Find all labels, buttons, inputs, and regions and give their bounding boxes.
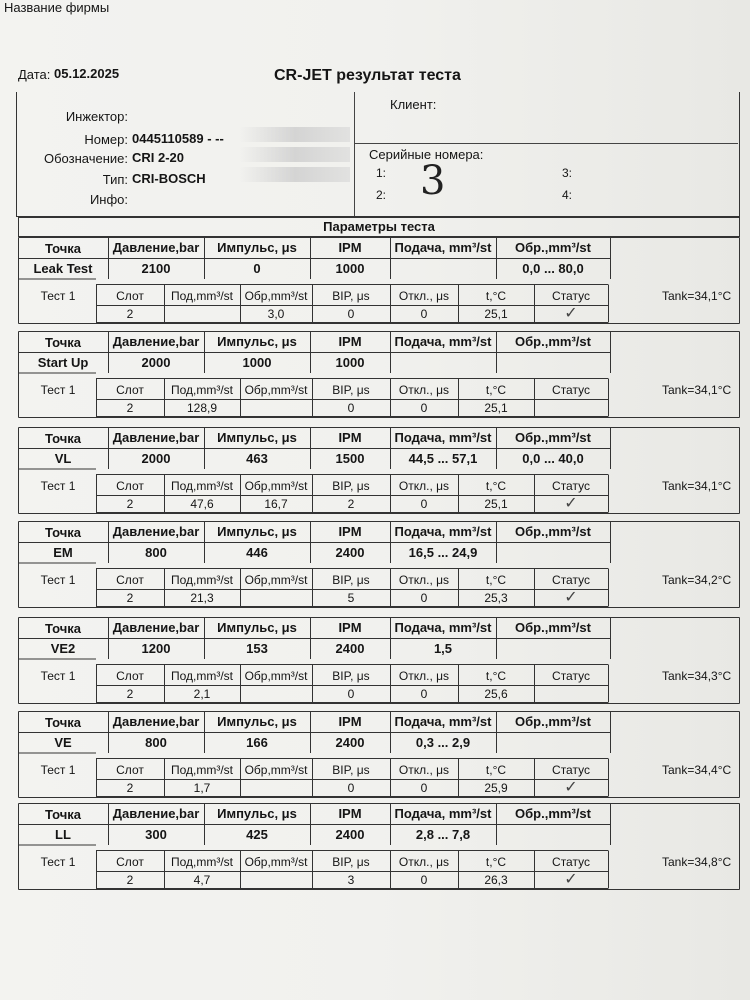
sub-header-backflow: Обр,mm³/st <box>244 763 308 777</box>
tank-temperature: Tank=34,3°C <box>662 669 732 683</box>
test-label: Тест 1 <box>40 383 76 397</box>
bip-value: 0 <box>347 687 355 701</box>
col-header-delivery: Подача, mm³/st <box>394 524 492 539</box>
test-block <box>18 711 740 798</box>
sub-header-deviation: Откл., μs <box>398 855 450 869</box>
sub-header-status: Статус <box>552 763 590 777</box>
backflow-range: 0,0 ... 40,0 <box>522 451 584 466</box>
sub-header-slot: Слот <box>116 289 144 303</box>
sub-header-temp: t,°C <box>485 573 507 587</box>
sub-header-bip: BIP, μs <box>332 855 370 869</box>
sub-header-status: Статус <box>552 855 590 869</box>
sub-header-slot: Слот <box>116 573 144 587</box>
delivery-value: 1,7 <box>193 781 211 795</box>
pressure-value: 1200 <box>141 641 171 656</box>
sub-header-status: Статус <box>552 289 590 303</box>
point-name: Start Up <box>37 355 89 370</box>
sub-header-delivery: Под,mm³/st <box>170 669 234 683</box>
params-title: Параметры теста <box>18 217 740 237</box>
slot-value: 2 <box>126 873 134 887</box>
sub-header-status: Статус <box>552 573 590 587</box>
col-header-delivery: Подача, mm³/st <box>394 620 492 635</box>
serial-3-label: 3: <box>562 166 573 180</box>
info-label: Инфо: <box>89 192 128 207</box>
sub-header-deviation: Откл., μs <box>398 383 450 397</box>
sub-header-status: Статус <box>552 669 590 683</box>
sub-header-slot: Слот <box>116 669 144 683</box>
col-header-pressure: Давление,bar <box>112 714 200 729</box>
serial-2-label: 2: <box>376 188 387 202</box>
status-check-icon: ✓ <box>564 305 578 322</box>
number-label: Номер: <box>84 132 128 147</box>
col-header-point: Точка <box>44 241 82 256</box>
col-header-backflow: Обр.,mm³/st <box>515 714 591 729</box>
sub-header-deviation: Откл., μs <box>398 763 450 777</box>
pressure-value: 800 <box>145 545 167 560</box>
status-check-icon: ✓ <box>564 871 578 888</box>
delivery-value: 21,3 <box>190 591 214 605</box>
delivery-range: 16,5 ... 24,9 <box>408 545 478 560</box>
deviation-value: 0 <box>420 781 428 795</box>
sub-header-slot: Слот <box>116 855 144 869</box>
pulse-value: 425 <box>246 827 268 842</box>
slot-value: 2 <box>126 497 134 511</box>
sub-header-delivery: Под,mm³/st <box>170 763 234 777</box>
col-header-pressure: Давление,bar <box>112 806 200 821</box>
sub-header-bip: BIP, μs <box>332 763 370 777</box>
point-name: VE2 <box>50 641 76 656</box>
pulse-value: 1000 <box>242 355 272 370</box>
sub-header-temp: t,°C <box>485 289 507 303</box>
ipm-value: 1000 <box>335 355 365 370</box>
sub-header-temp: t,°C <box>485 383 507 397</box>
injector-label: Инжектор: <box>65 109 128 124</box>
col-header-ipm: IPM <box>338 524 362 539</box>
sub-header-bip: BIP, μs <box>332 479 370 493</box>
pulse-value: 166 <box>246 735 268 750</box>
pressure-value: 300 <box>145 827 167 842</box>
status-check-icon: ✓ <box>564 779 578 796</box>
sub-header-deviation: Откл., μs <box>398 289 450 303</box>
ipm-value: 2400 <box>335 735 365 750</box>
temp-value: 25,1 <box>484 307 508 321</box>
test-block <box>18 237 740 324</box>
client-divider <box>355 143 738 144</box>
pressure-value: 2000 <box>141 451 171 466</box>
temp-value: 26,3 <box>484 873 508 887</box>
col-header-delivery: Подача, mm³/st <box>394 334 492 349</box>
number-value: 0445110589 - -- <box>132 131 224 146</box>
sub-header-delivery: Под,mm³/st <box>170 573 234 587</box>
serial-1-label: 1: <box>376 166 387 180</box>
test-label: Тест 1 <box>40 669 76 683</box>
delivery-value: 2,1 <box>193 687 211 701</box>
sub-header-backflow: Обр,mm³/st <box>244 669 308 683</box>
slot-value: 2 <box>126 591 134 605</box>
slot-value: 2 <box>126 781 134 795</box>
sub-header-backflow: Обр,mm³/st <box>244 479 308 493</box>
col-header-point: Точка <box>44 807 82 822</box>
sub-header-temp: t,°C <box>485 479 507 493</box>
date-value: 05.12.2025 <box>54 66 120 81</box>
sub-header-status: Статус <box>552 383 590 397</box>
sub-header-slot: Слот <box>116 479 144 493</box>
col-header-ipm: IPM <box>338 430 362 445</box>
pressure-value: 2000 <box>141 355 171 370</box>
sub-header-temp: t,°C <box>485 855 507 869</box>
test-block <box>18 521 740 608</box>
sub-header-temp: t,°C <box>485 669 507 683</box>
ipm-value: 1500 <box>335 451 365 466</box>
col-header-point: Точка <box>44 525 82 540</box>
pressure-value: 800 <box>145 735 167 750</box>
serials-label: Серийные номера: <box>369 147 484 162</box>
sub-header-deviation: Откл., μs <box>398 479 450 493</box>
sub-header-slot: Слот <box>116 383 144 397</box>
col-header-delivery: Подача, mm³/st <box>394 240 492 255</box>
sub-header-backflow: Обр,mm³/st <box>244 855 308 869</box>
sub-header-temp: t,°C <box>485 763 507 777</box>
pulse-value: 0 <box>253 261 261 276</box>
col-header-ipm: IPM <box>338 334 362 349</box>
col-header-pulse: Импульс, μs <box>217 524 297 539</box>
point-name: LL <box>55 827 71 842</box>
col-header-delivery: Подача, mm³/st <box>394 714 492 729</box>
handwritten-serial-mark: 3 <box>420 158 446 204</box>
tank-temperature: Tank=34,2°C <box>662 573 732 587</box>
tank-temperature: Tank=34,1°C <box>662 289 732 303</box>
col-header-backflow: Обр.,mm³/st <box>515 334 591 349</box>
deviation-value: 0 <box>420 401 428 415</box>
client-label: Клиент: <box>390 97 437 112</box>
redaction-shade <box>240 127 350 142</box>
col-header-ipm: IPM <box>338 714 362 729</box>
tank-temperature: Tank=34,4°C <box>662 763 732 777</box>
delivery-value: 47,6 <box>190 497 214 511</box>
status-check-icon: ✓ <box>564 589 578 606</box>
pulse-value: 153 <box>246 641 268 656</box>
deviation-value: 0 <box>420 687 428 701</box>
temp-value: 25,1 <box>484 401 508 415</box>
backflow-range: 0,0 ... 80,0 <box>522 261 584 276</box>
pulse-value: 446 <box>246 545 268 560</box>
delivery-range: 1,5 <box>433 641 453 656</box>
temp-value: 25,6 <box>484 687 508 701</box>
designation-label: Обозначение: <box>43 151 128 166</box>
col-header-point: Точка <box>44 621 82 636</box>
bip-value: 3 <box>347 873 355 887</box>
test-block <box>18 427 740 514</box>
bip-value: 5 <box>347 591 355 605</box>
delivery-range: 44,5 ... 57,1 <box>408 451 478 466</box>
report-title: CR-JET результат теста <box>274 67 461 84</box>
sub-header-delivery: Под,mm³/st <box>170 289 234 303</box>
bip-value: 0 <box>347 781 355 795</box>
sub-header-bip: BIP, μs <box>332 669 370 683</box>
point-name: VE <box>54 735 72 750</box>
type-value: CRI-BOSCH <box>132 171 206 186</box>
point-name: EM <box>53 545 73 560</box>
test-block <box>18 617 740 704</box>
delivery-range: 2,8 ... 7,8 <box>415 827 471 842</box>
delivery-value: 4,7 <box>193 873 211 887</box>
col-header-pressure: Давление,bar <box>112 240 200 255</box>
tank-temperature: Tank=34,8°C <box>662 855 732 869</box>
sub-header-deviation: Откл., μs <box>398 573 450 587</box>
sub-header-status: Статус <box>552 479 590 493</box>
test-label: Тест 1 <box>40 479 76 493</box>
status-check-icon: ✓ <box>564 495 578 512</box>
sub-header-bip: BIP, μs <box>332 289 370 303</box>
backflow-value: 3,0 <box>267 307 285 321</box>
test-block <box>18 803 740 890</box>
deviation-value: 0 <box>420 307 428 321</box>
col-header-backflow: Обр.,mm³/st <box>515 524 591 539</box>
col-header-ipm: IPM <box>338 240 362 255</box>
col-header-ipm: IPM <box>338 620 362 635</box>
temp-value: 25,3 <box>484 591 508 605</box>
deviation-value: 0 <box>420 591 428 605</box>
info-divider <box>354 92 355 216</box>
ipm-value: 1000 <box>335 261 365 276</box>
date-label: Дата: <box>18 67 51 82</box>
deviation-value: 0 <box>420 497 428 511</box>
col-header-backflow: Обр.,mm³/st <box>515 430 591 445</box>
col-header-point: Точка <box>44 335 82 350</box>
pressure-value: 2100 <box>141 261 171 276</box>
sub-header-deviation: Откл., μs <box>398 669 450 683</box>
redaction-shade <box>240 147 350 162</box>
test-block <box>18 331 740 418</box>
pulse-value: 463 <box>246 451 268 466</box>
col-header-ipm: IPM <box>338 806 362 821</box>
col-header-point: Точка <box>44 431 82 446</box>
bip-value: 0 <box>347 307 355 321</box>
col-header-pulse: Импульс, μs <box>217 430 297 445</box>
col-header-delivery: Подача, mm³/st <box>394 430 492 445</box>
col-header-backflow: Обр.,mm³/st <box>515 620 591 635</box>
col-header-pressure: Давление,bar <box>112 524 200 539</box>
deviation-value: 0 <box>420 873 428 887</box>
col-header-pressure: Давление,bar <box>112 430 200 445</box>
tank-temperature: Tank=34,1°C <box>662 479 732 493</box>
slot-value: 2 <box>126 307 134 321</box>
designation-value: CRI 2-20 <box>132 150 185 165</box>
bip-value: 2 <box>347 497 355 511</box>
delivery-value: 128,9 <box>186 401 218 415</box>
sub-header-bip: BIP, μs <box>332 383 370 397</box>
col-header-pulse: Импульс, μs <box>217 240 297 255</box>
temp-value: 25,1 <box>484 497 508 511</box>
slot-value: 2 <box>126 687 134 701</box>
temp-value: 25,9 <box>484 781 508 795</box>
test-label: Тест 1 <box>40 855 76 869</box>
col-header-pulse: Импульс, μs <box>217 714 297 729</box>
sub-header-backflow: Обр,mm³/st <box>244 383 308 397</box>
slot-value: 2 <box>126 401 134 415</box>
backflow-value: 16,7 <box>264 497 288 511</box>
redaction-shade <box>240 167 350 182</box>
col-header-pressure: Давление,bar <box>112 620 200 635</box>
sub-header-slot: Слот <box>116 763 144 777</box>
col-header-point: Точка <box>44 715 82 730</box>
test-label: Тест 1 <box>40 763 76 777</box>
serial-4-label: 4: <box>562 188 573 202</box>
bip-value: 0 <box>347 401 355 415</box>
col-header-backflow: Обр.,mm³/st <box>515 806 591 821</box>
ipm-value: 2400 <box>335 827 365 842</box>
col-header-pulse: Импульс, μs <box>217 334 297 349</box>
point-name: Leak Test <box>33 261 93 276</box>
sub-header-delivery: Под,mm³/st <box>170 383 234 397</box>
sub-header-delivery: Под,mm³/st <box>170 479 234 493</box>
test-label: Тест 1 <box>40 289 76 303</box>
tank-temperature: Tank=34,1°C <box>662 383 732 397</box>
sub-header-delivery: Под,mm³/st <box>170 855 234 869</box>
sub-header-backflow: Обр,mm³/st <box>244 573 308 587</box>
firm-name: Название фирмы <box>4 0 110 15</box>
sub-header-backflow: Обр,mm³/st <box>244 289 308 303</box>
col-header-delivery: Подача, mm³/st <box>394 806 492 821</box>
ipm-value: 2400 <box>335 641 365 656</box>
delivery-range: 0,3 ... 2,9 <box>415 735 471 750</box>
test-label: Тест 1 <box>40 573 76 587</box>
type-label: Тип: <box>102 172 128 187</box>
point-name: VL <box>54 451 72 466</box>
col-header-backflow: Обр.,mm³/st <box>515 240 591 255</box>
col-header-pulse: Импульс, μs <box>217 806 297 821</box>
col-header-pulse: Импульс, μs <box>217 620 297 635</box>
ipm-value: 2400 <box>335 545 365 560</box>
sub-header-bip: BIP, μs <box>332 573 370 587</box>
col-header-pressure: Давление,bar <box>112 334 200 349</box>
